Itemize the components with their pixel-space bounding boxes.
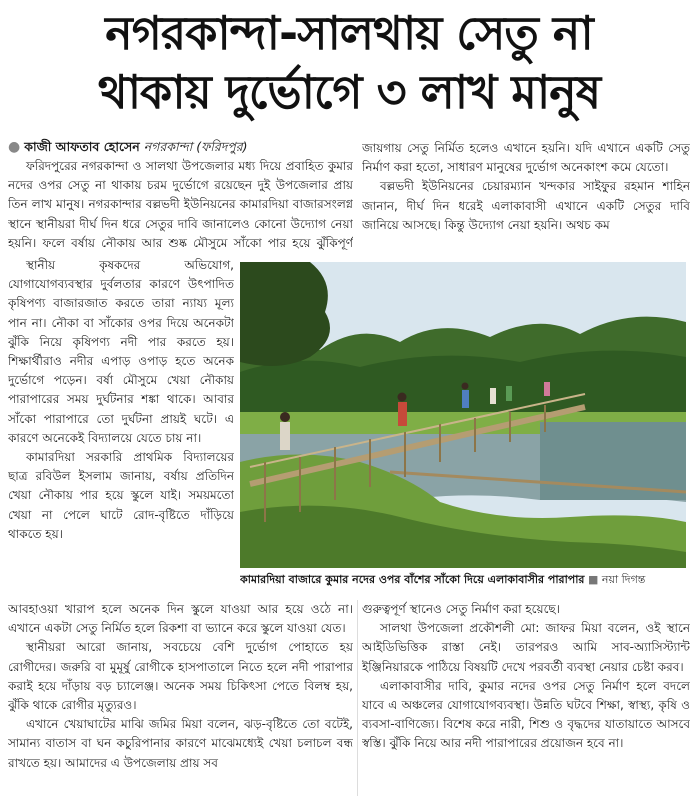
paragraph: স্থানীয়রা আরো জানায়, সবচেয়ে বেশি দুর্ভোগ পোহাতে হয় রোগীদের। জরুরি বা মুমূর্ষু রোগীকে হাসপাতালে নিতে হলে নদী পারাপার করাই হয়ে দাঁড়ায় বড় চ্যালেঞ্জ। অনেক সময় চিকিৎসা পেতে বিলম্ব হয়, ঝুঁকি থাকে রোগীর মৃত্যুরও। (8, 640, 353, 713)
headline-line-2: থাকায় দুর্ভোগে ৩ লাখ মানুষ (97, 65, 601, 119)
headline (0, 4, 698, 122)
paragraph: বল্লভদী ইউনিয়নের চেয়ারম্যান খন্দকার সাইফুর রহমান শাহিন জানান, দীর্ঘ দিন ধরেই এলাকাবাসী এখানে একটি সেতুর দাবি জানিয়ে আসছে। কিন্তু উদ্যোগ নেয়া হয়নি। অথচ কম (362, 179, 690, 232)
paragraph: গুরুত্বপূর্ণ স্থানেও সেতু নির্মাণ করা হয়েছে। (362, 602, 560, 616)
bamboo-bridge-photo (240, 262, 686, 568)
paragraph: জায়গায় সেতু নির্মিত হলেও এখানে হয়নি। যদি এখানে একটি সেতু নির্মাণ করা হতো, সাধারণ মানুষের দুর্ভোগ অনেকাংশ কমে যেতো। (362, 141, 690, 175)
byline-author: কাজী আফতাব হোসেন (24, 139, 140, 154)
bullet-icon: ● (8, 139, 21, 155)
article-column-left-bottom (8, 600, 353, 798)
paragraph: স্থানীয় কৃষকদের অভিযোগ, যোগাযোগব্যবস্থার দুর্বলতার কারণে উৎপাদিত কৃষিপণ্য বাজারজাত করতে তারা ন্যায্য মূল্য পান না। নৌকা বা সাঁকোর ওপর দিয়ে অনেকটা ঝুঁকি নিয়ে কৃষিপণ্য নদী পার করতে হয়। শিক্ষার্থীরাও নদীর এপাড় ওপাড় হতে অনেক দুর্ভোগে পড়েন। বর্ষা মৌসুমে খেয়া নৌকায় পারাপারের সময় দুর্ঘটনার শঙ্কা থাকে। আবার সাঁকো পারাপারে তো দুর্ঘটনা প্রায়ই ঘটে। এ কারণে অনেকেই বিদ্যালয়ে যেতে চায় না। (8, 258, 234, 445)
byline-place: নগরকান্দা (ফরিদপুর) (143, 139, 248, 154)
article-column-right-top (362, 139, 690, 254)
paragraph: এখানে খেয়াঘাটের মাঝি জমির মিয়া বলেন, ঝড়-বৃষ্টিতে তো বটেই, সামান্য বাতাস বা ঘন কচুরিপানার কারণে মাঝেমধ্যেই খেয়া চলাচল বন্ধ রাখতে হয়। আমাদের এ উপজেলায় প্রায় সব (8, 717, 353, 770)
headline-line-1: নগরকান্দা-সালথায় সেতু না (105, 6, 593, 60)
paragraph: আবহাওয়া খারাপ হলে অনেক দিন স্কুলে যাওয়া আর হয়ে ওঠে না। এখানে একটা সেতু নির্মিত হলে রিকশা বা ভ্যানে করে স্কুলে যাওয়া যেত। (8, 602, 353, 636)
column-divider (357, 600, 358, 796)
paragraph: ফরিদপুরের নগরকান্দা ও সালথা উপজেলার মধ্য দিয়ে প্রবাহিত কুমার নদের ওপর সেতু না থাকায় চরম দুর্ভোগে রয়েছেন দুই উপজেলার প্রায় তিন লাখ মানুষ। নগরকান্দার বল্লভদী ইউনিয়নের কামারদিয়া বাজারসংলগ্ন স্থানে স্থানীয়রা দীর্ঘ দিন ধরে সেতুর দাবি জানালেও কোনো উদ্যোগ নেয়া হয়নি। ফলে বর্ষায় নৌকায় আর শুষ্ক মৌসুমে সাঁকো পার হয়ে ঝুঁকিপূর্ণ (8, 159, 353, 250)
paragraph: কামারদিয়া সরকারি প্রাথমিক বিদ্যালয়ের ছাত্র রবিউল ইসলাম জানায়, বর্ষায় প্রতিদিন খেয়া নৌকায় পার হয়ে স্কুলে যাই। সময়মতো খেয়া না পেলে ঘাটে রোদ-বৃষ্টিতে দাঁড়িয়ে থাকতে হয়। (8, 450, 234, 541)
caption-credit: নয়া দিগন্ত (601, 573, 646, 586)
photo-caption (240, 572, 690, 588)
article-column-right-bottom (362, 600, 690, 798)
byline (8, 137, 353, 157)
article-column-narrow (8, 256, 234, 596)
caption-text: কামারদিয়া বাজারে কুমার নদের ওপর বাঁশের সাঁকো দিয়ে এলাকাবাসীর পারাপার (240, 573, 585, 586)
paragraph: সালথা উপজেলা প্রকৌশলী মো: জাফর মিয়া বলেন, ওই স্থানে আইডিভিত্তিক রাস্তা নেই। তারপরও আমি সাব-অ্যাসিস্ট্যান্ট ইঞ্জিনিয়ারকে পাঠিয়ে বিষয়টি দেখে পরবর্তী ব্যবস্থা নেয়ার চেষ্টা করব। (362, 621, 690, 674)
news-photo (240, 262, 686, 568)
paragraph: এলাকাবাসীর দাবি, কুমার নদের ওপর সেতু নির্মাণ হলে বদলে যাবে এ অঞ্চলের যোগাযোগব্যবস্থা। উন্নতি ঘটবে শিক্ষা, স্বাস্থ্য, কৃষি ও ব্যবসা-বাণিজ্যে। বিশেষ করে নারী, শিশু ও বৃদ্ধদের যাতায়াতে আসবে স্বস্তি। ঝুঁকি নিয়ে আর নদী পারাপারের প্রয়োজন হবে না। (362, 678, 690, 751)
article-column-left-top (8, 157, 353, 254)
square-icon: ■ (588, 573, 599, 586)
